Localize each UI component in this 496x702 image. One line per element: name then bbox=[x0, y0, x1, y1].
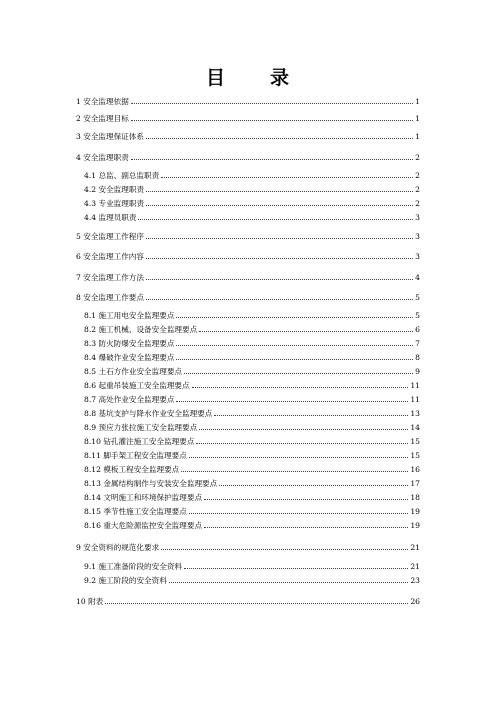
toc-entry-label: 4.4 监理员职责 bbox=[84, 213, 137, 222]
toc-leader-dots bbox=[176, 358, 413, 360]
toc-entry-page: 3 bbox=[415, 232, 420, 241]
toc-entry-page: 17 bbox=[410, 479, 420, 488]
toc-leader-dots bbox=[146, 204, 413, 206]
toc-entry[interactable] bbox=[84, 171, 420, 180]
toc-entry-label: 8.13 金属结构制作与安装安全监理要点 bbox=[84, 479, 218, 488]
toc-leader-dots bbox=[146, 257, 413, 259]
toc-entry[interactable] bbox=[76, 543, 420, 552]
toc-entry-label: 4.3 专业监理职责 bbox=[84, 199, 145, 208]
toc-entry-label: 6 安全监理工作内容 bbox=[76, 252, 144, 261]
toc-entry-page: 9 bbox=[415, 367, 420, 376]
toc-entry[interactable] bbox=[84, 213, 420, 222]
toc-leader-dots bbox=[161, 548, 408, 550]
toc-leader-dots bbox=[189, 512, 408, 514]
toc-entry-label: 8.4 爆破作业安全监理要点 bbox=[84, 353, 175, 362]
toc-leader-dots bbox=[189, 456, 408, 458]
toc-entry-label: 4.2 安全监理职责 bbox=[84, 185, 145, 194]
toc-leader-dots bbox=[199, 330, 413, 332]
toc-leader-dots bbox=[204, 526, 408, 528]
toc-leader-dots bbox=[214, 414, 408, 416]
toc-entry-page: 8 bbox=[415, 353, 420, 362]
toc-entry[interactable] bbox=[76, 597, 420, 606]
toc-entry-label: 9.2 施工阶段的安全资料 bbox=[84, 576, 167, 585]
toc-entry-label: 4.1 总监、副总监职责 bbox=[84, 171, 160, 180]
toc-entry-page: 1 bbox=[415, 97, 420, 106]
toc-entry-label: 8.5 土石方作业安全监理要点 bbox=[84, 367, 183, 376]
toc-entry-label: 8.6 起重吊装施工安全监理要点 bbox=[84, 381, 190, 390]
toc-entry-page: 23 bbox=[410, 576, 420, 585]
toc-entry[interactable] bbox=[76, 252, 420, 261]
toc-entry[interactable] bbox=[76, 293, 420, 302]
toc-entry-page: 15 bbox=[410, 451, 420, 460]
toc-entry-page: 2 bbox=[415, 153, 420, 162]
toc-entry-page: 3 bbox=[415, 213, 420, 222]
toc-entry-label: 8.1 施工用电安全监理要点 bbox=[84, 311, 175, 320]
toc-entry-label: 8.8 基坑支护与降水作业安全监理要点 bbox=[84, 409, 213, 418]
toc-entry-page: 1 bbox=[415, 132, 420, 141]
toc-entry-label: 8 安全监理工作要点 bbox=[76, 293, 144, 302]
toc-entry-page: 11 bbox=[410, 381, 420, 390]
toc-leader-dots bbox=[184, 567, 408, 569]
title-char-1: 目 bbox=[205, 67, 226, 89]
toc-entry[interactable] bbox=[84, 479, 420, 488]
toc-entry[interactable] bbox=[84, 367, 420, 376]
toc-leader-dots bbox=[146, 190, 413, 192]
toc-leader-dots bbox=[196, 442, 408, 444]
toc-entry-page: 14 bbox=[410, 423, 420, 432]
toc-entry-label: 8.15 季节性施工安全监理要点 bbox=[84, 507, 187, 516]
toc-entry-page: 16 bbox=[410, 465, 420, 474]
title-char-2: 录 bbox=[270, 67, 291, 89]
toc-entry-label: 9.1 施工准备阶段的安全资料 bbox=[84, 562, 183, 571]
toc-leader-dots bbox=[105, 602, 408, 604]
toc-leader-dots bbox=[146, 137, 413, 139]
toc-entry[interactable] bbox=[84, 576, 420, 585]
toc-entry-label: 8.14 文明施工和环境保护监理要点 bbox=[84, 493, 203, 502]
toc-entry-label: 3 安全监理保证体系 bbox=[76, 132, 144, 141]
toc-leader-dots bbox=[176, 344, 413, 346]
toc-entry[interactable] bbox=[84, 339, 420, 348]
toc-leader-dots bbox=[131, 158, 413, 160]
toc-leader-dots bbox=[181, 470, 408, 472]
toc-entry-page: 26 bbox=[410, 597, 420, 606]
toc-entry[interactable] bbox=[84, 507, 420, 516]
toc-entry-page: 21 bbox=[410, 562, 420, 571]
toc-entry[interactable] bbox=[76, 232, 420, 241]
toc-leader-dots bbox=[192, 386, 409, 388]
toc-leader-dots bbox=[131, 102, 413, 104]
toc-leader-dots bbox=[176, 316, 413, 318]
toc-entry-label: 8.12 模板工程安全监理要点 bbox=[84, 465, 180, 474]
toc-entry-label: 8.10 钻孔灌注施工安全监理要点 bbox=[84, 437, 195, 446]
toc-entry[interactable] bbox=[84, 437, 420, 446]
toc-entry-label: 8.9 预应力张拉施工安全监理要点 bbox=[84, 423, 198, 432]
toc-entry-page: 2 bbox=[415, 199, 420, 208]
toc-entry-label: 2 安全监理目标 bbox=[76, 114, 129, 123]
toc-entry-label: 10 附表 bbox=[76, 597, 104, 606]
toc-entry[interactable] bbox=[76, 153, 420, 162]
toc-entry-page: 19 bbox=[410, 507, 420, 516]
toc-entry[interactable] bbox=[84, 493, 420, 502]
toc-entry-page: 3 bbox=[415, 252, 420, 261]
toc-entry-label: 4 安全监理职责 bbox=[76, 153, 129, 162]
toc-entry[interactable] bbox=[84, 325, 420, 334]
toc-entry-label: 9 安全资料的规范化要求 bbox=[76, 543, 160, 552]
toc-entry[interactable] bbox=[76, 114, 420, 123]
toc-leader-dots bbox=[131, 119, 413, 121]
toc-entry-page: 11 bbox=[410, 395, 420, 404]
toc-entry[interactable] bbox=[84, 395, 420, 404]
toc-entry[interactable] bbox=[84, 451, 420, 460]
toc-entry-page: 19 bbox=[410, 521, 420, 530]
toc-entry[interactable] bbox=[76, 273, 420, 282]
toc-entry-page: 2 bbox=[415, 185, 420, 194]
toc-leader-dots bbox=[169, 581, 408, 583]
toc-entry[interactable] bbox=[84, 311, 420, 320]
toc-entry[interactable] bbox=[76, 132, 420, 141]
toc-entry-page: 15 bbox=[410, 437, 420, 446]
toc-entry[interactable] bbox=[84, 409, 420, 418]
toc-leader-dots bbox=[219, 484, 408, 486]
toc-entry-page: 5 bbox=[415, 293, 420, 302]
page-title bbox=[0, 63, 496, 90]
toc-entry[interactable] bbox=[84, 381, 420, 390]
toc-entry-page: 5 bbox=[415, 311, 420, 320]
toc-entry[interactable] bbox=[84, 562, 420, 571]
toc-leader-dots bbox=[146, 278, 413, 280]
toc-leader-dots bbox=[199, 428, 408, 430]
toc-entry[interactable] bbox=[76, 97, 420, 106]
toc-entry[interactable] bbox=[84, 185, 420, 194]
toc-entry[interactable] bbox=[84, 353, 420, 362]
toc-entry-label: 8.7 高处作业安全监理要点 bbox=[84, 395, 175, 404]
toc-entry-label: 7 安全监理工作方法 bbox=[76, 273, 144, 282]
toc-entry[interactable] bbox=[84, 521, 420, 530]
toc-leader-dots bbox=[184, 372, 413, 374]
toc-entry[interactable] bbox=[84, 423, 420, 432]
toc-entry-page: 2 bbox=[415, 171, 420, 180]
toc-entry-label: 1 安全监理依据 bbox=[76, 97, 129, 106]
toc-entry-label: 8.11 脚手架工程安全监理要点 bbox=[84, 451, 187, 460]
toc-entry-page: 13 bbox=[410, 409, 420, 418]
toc-entry-page: 18 bbox=[410, 493, 420, 502]
toc-entry-label: 8.3 防火防爆安全监理要点 bbox=[84, 339, 175, 348]
toc-entry-page: 4 bbox=[415, 273, 420, 282]
toc-leader-dots bbox=[146, 237, 413, 239]
toc-entry[interactable] bbox=[84, 465, 420, 474]
toc-leader-dots bbox=[204, 498, 408, 500]
toc-entry-label: 5 安全监理工作程序 bbox=[76, 232, 144, 241]
toc-entry[interactable] bbox=[84, 199, 420, 208]
toc-entry-page: 1 bbox=[415, 114, 420, 123]
toc-leader-dots bbox=[138, 218, 413, 220]
toc-leader-dots bbox=[161, 176, 413, 178]
toc-leader-dots bbox=[146, 298, 413, 300]
toc-entry-label: 8.16 重大危险源监控安全监理要点 bbox=[84, 521, 203, 530]
toc-leader-dots bbox=[176, 400, 408, 402]
toc-entry-page: 7 bbox=[415, 339, 420, 348]
toc-entry-page: 6 bbox=[415, 325, 420, 334]
toc-entry-label: 8.2 施工机械、设备安全监理要点 bbox=[84, 325, 198, 334]
toc-entry-page: 21 bbox=[410, 543, 420, 552]
